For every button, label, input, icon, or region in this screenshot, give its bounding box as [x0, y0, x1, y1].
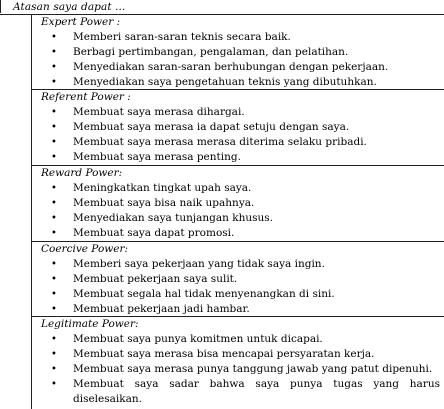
item-text: Membuat saya merasa punya tanggung jawab yang patut dipenuhi. — [73, 363, 433, 375]
list-item — [32, 45, 444, 60]
bullet-icon: • — [51, 379, 57, 390]
section-title: Coercive Power: — [41, 243, 129, 255]
item-text: Membuat pekerjaan saya sulit. — [73, 273, 238, 285]
item-text: Membuat segala hal tidak menyenangkan di sini. — [73, 288, 335, 300]
item-text: Membuat saya merasa bisa mencapai persyaratan kerja. — [73, 348, 375, 360]
bullet-icon: • — [51, 304, 57, 315]
list-item — [32, 332, 444, 347]
bullet-icon: • — [51, 274, 57, 285]
bullet-icon: • — [51, 107, 57, 118]
item-text: Membuat pekerjaan jadi hambar. — [73, 303, 250, 315]
bullet-icon: • — [51, 152, 57, 163]
list-item — [32, 287, 444, 302]
bullet-icon: • — [51, 137, 57, 148]
bullet-icon: • — [51, 364, 57, 375]
item-list — [32, 181, 444, 241]
item-text: Membuat saya merasa merasa diterima selaku pribadi. — [73, 136, 367, 148]
bullet-icon: • — [51, 259, 57, 270]
bullet-icon: • — [51, 198, 57, 209]
item-text: Menyediakan saran-saran berhubungan dengan pekerjaan. — [73, 61, 389, 73]
item-list — [32, 332, 444, 407]
section-title: Legitimate Power: — [41, 318, 139, 330]
item-text: Membuat saya merasa penting. — [73, 151, 241, 163]
item-text: Membuat saya merasa ia dapat setuju dengan saya. — [73, 121, 350, 133]
section-referent-power — [32, 90, 444, 166]
bullet-icon: • — [51, 334, 57, 345]
item-text: Membuat saya dapat promosi. — [73, 227, 235, 239]
bullet-icon: • — [51, 289, 57, 300]
list-item — [32, 257, 444, 272]
bullet-icon: • — [51, 183, 57, 194]
bullet-icon: • — [51, 228, 57, 239]
bullet-icon: • — [51, 32, 57, 43]
list-item — [32, 272, 444, 287]
item-text: Membuat saya bisa naik upahnya. — [73, 197, 255, 209]
list-item — [32, 75, 444, 90]
item-text: Membuat saya punya komitmen untuk dicapai. — [73, 333, 323, 345]
list-item — [32, 362, 444, 377]
item-list — [32, 257, 444, 317]
section-legitimate-power — [32, 317, 444, 409]
bullet-icon: • — [51, 213, 57, 224]
section-title: Reward Power: — [41, 167, 123, 179]
item-text: Berbagi pertimbangan, pengalaman, dan pelatihan. — [73, 46, 349, 58]
bullet-icon: • — [51, 122, 57, 133]
bullet-icon: • — [51, 349, 57, 360]
list-item — [32, 135, 444, 150]
item-text: Memberi saya pekerjaan yang tidak saya ingin. — [73, 258, 325, 270]
list-item — [32, 211, 444, 226]
item-text: Menyediakan saya pengetahuan teknis yang dibutuhkan. — [73, 76, 377, 88]
list-item — [32, 226, 444, 241]
item-text: Meningkatkan tingkat upah saya. — [73, 182, 252, 194]
list-item — [32, 150, 444, 165]
list-item — [32, 377, 444, 407]
list-item — [32, 30, 444, 45]
list-item — [32, 347, 444, 362]
list-item — [32, 105, 444, 120]
item-text: Membuat saya sadar bahwa saya punya tugas yang harus diselesaikan. — [73, 378, 440, 405]
list-item — [32, 196, 444, 211]
list-item — [32, 181, 444, 196]
list-item — [32, 302, 444, 317]
section-coercive-power — [32, 242, 444, 317]
section-title: Expert Power : — [41, 16, 121, 28]
section-expert-power — [32, 15, 444, 90]
bullet-icon: • — [51, 62, 57, 73]
section-reward-power — [32, 166, 444, 242]
item-text: Membuat saya merasa dihargai. — [73, 106, 245, 118]
bullet-icon: • — [51, 77, 57, 88]
item-list — [32, 105, 444, 165]
list-item — [32, 120, 444, 135]
left-border — [0, 0, 1, 13]
item-text: Memberi saran-saran teknis secara baik. — [73, 31, 291, 43]
bullet-icon: • — [51, 47, 57, 58]
page-header: Atasan saya dapat ... — [13, 1, 126, 13]
item-list — [32, 30, 444, 90]
section-title: Referent Power : — [41, 91, 131, 103]
list-item — [32, 60, 444, 75]
item-text: Menyediakan saya tunjangan khusus. — [73, 212, 273, 224]
